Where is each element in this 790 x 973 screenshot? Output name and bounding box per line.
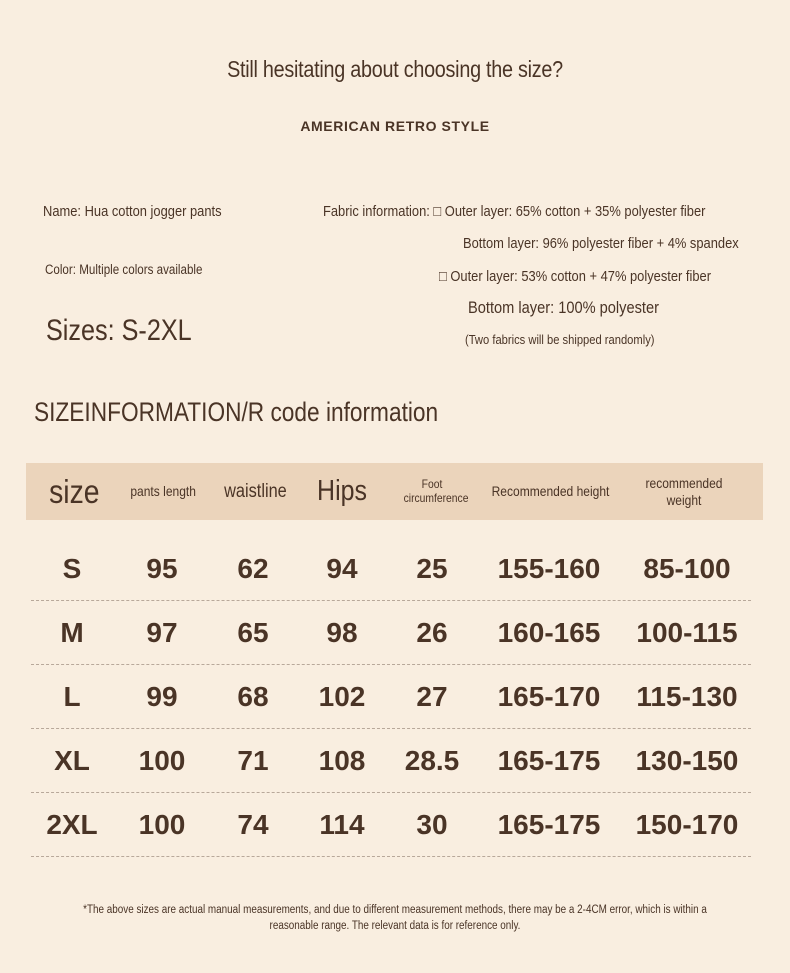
cell-waistline: 65 [237, 617, 269, 648]
cell-pants-length: 99 [146, 681, 178, 712]
cell-foot-circumference: 30 [416, 809, 448, 840]
header-hips: Hips [317, 474, 367, 507]
header-recommended-weight: recommended weight [645, 475, 723, 508]
cell-foot-circumference: 25 [416, 553, 448, 584]
cell-waistline: 71 [237, 745, 269, 776]
footnote: *The above sizes are actual manual measurements, and due to different measurement methods, there may be a 2-4CM error, which is within a reasonable range. The relevant data is for reference only. [83, 904, 707, 932]
cell-size: S [62, 553, 82, 584]
product-sizes: Sizes: S-2XL [46, 314, 192, 347]
size-table [26, 463, 763, 857]
table-row [26, 793, 763, 857]
cell-foot-circumference: 27 [416, 681, 448, 712]
fabric-note: (Two fabrics will be shipped randomly) [465, 332, 655, 347]
cell-size: XL [54, 745, 90, 776]
header-waistline: waistline [223, 480, 287, 502]
cell-waistline: 62 [237, 553, 269, 584]
cell-recommended-weight: 100-115 [636, 617, 738, 648]
header-size: size [48, 472, 100, 510]
cell-hips: 98 [326, 617, 358, 648]
cell-hips: 102 [318, 681, 366, 712]
cell-size: 2XL [46, 809, 98, 840]
cell-recommended-weight: 130-150 [635, 745, 739, 776]
table-body [26, 537, 763, 857]
cell-recommended-weight: 150-170 [635, 809, 739, 840]
cell-recommended-height: 155-160 [497, 553, 601, 584]
fabric-line-3: □ Outer layer: 53% cotton + 47% polyester fiber [439, 268, 712, 285]
cell-size: M [60, 617, 84, 648]
cell-recommended-weight: 85-100 [643, 553, 731, 584]
cell-pants-length: 95 [146, 553, 178, 584]
cell-recommended-height: 160-165 [497, 617, 601, 648]
product-name: Name: Hua cotton jogger pants [43, 203, 222, 220]
cell-foot-circumference: 28.5 [404, 745, 460, 776]
cell-size: L [63, 681, 81, 712]
section-title: SIZEINFORMATION/R code information [34, 397, 439, 427]
product-color: Color: Multiple colors available [45, 262, 203, 277]
fabric-line-2: Bottom layer: 96% polyester fiber + 4% spandex [463, 235, 739, 252]
cell-recommended-height: 165-175 [497, 745, 601, 776]
cell-pants-length: 100 [138, 809, 186, 840]
fabric-line-4: Bottom layer: 100% polyester [468, 298, 659, 317]
cell-hips: 94 [326, 553, 358, 584]
headline: Still hesitating about choosing the size? [227, 56, 563, 82]
cell-hips: 114 [319, 809, 365, 840]
cell-waistline: 68 [237, 681, 269, 712]
table-row [26, 601, 763, 665]
cell-recommended-height: 165-175 [497, 809, 601, 840]
header-foot-circumference: Foot circumference [403, 476, 469, 505]
table-row [26, 537, 763, 601]
cell-foot-circumference: 26 [416, 617, 448, 648]
fabric-line-1: Fabric information: □ Outer layer: 65% cotton + 35% polyester fiber [323, 203, 706, 220]
table-header [26, 463, 763, 520]
header-recommended-height: Recommended height [491, 483, 609, 500]
table-row [26, 665, 763, 729]
subtitle: AMERICAN RETRO STYLE [300, 118, 490, 134]
header-pants-length: pants length [130, 483, 196, 500]
cell-pants-length: 100 [138, 745, 186, 776]
table-row [26, 729, 763, 793]
cell-waistline: 74 [237, 809, 269, 840]
cell-recommended-height: 165-170 [497, 681, 601, 712]
cell-hips: 108 [318, 745, 366, 776]
cell-recommended-weight: 115-130 [636, 681, 738, 712]
cell-pants-length: 97 [146, 617, 178, 648]
